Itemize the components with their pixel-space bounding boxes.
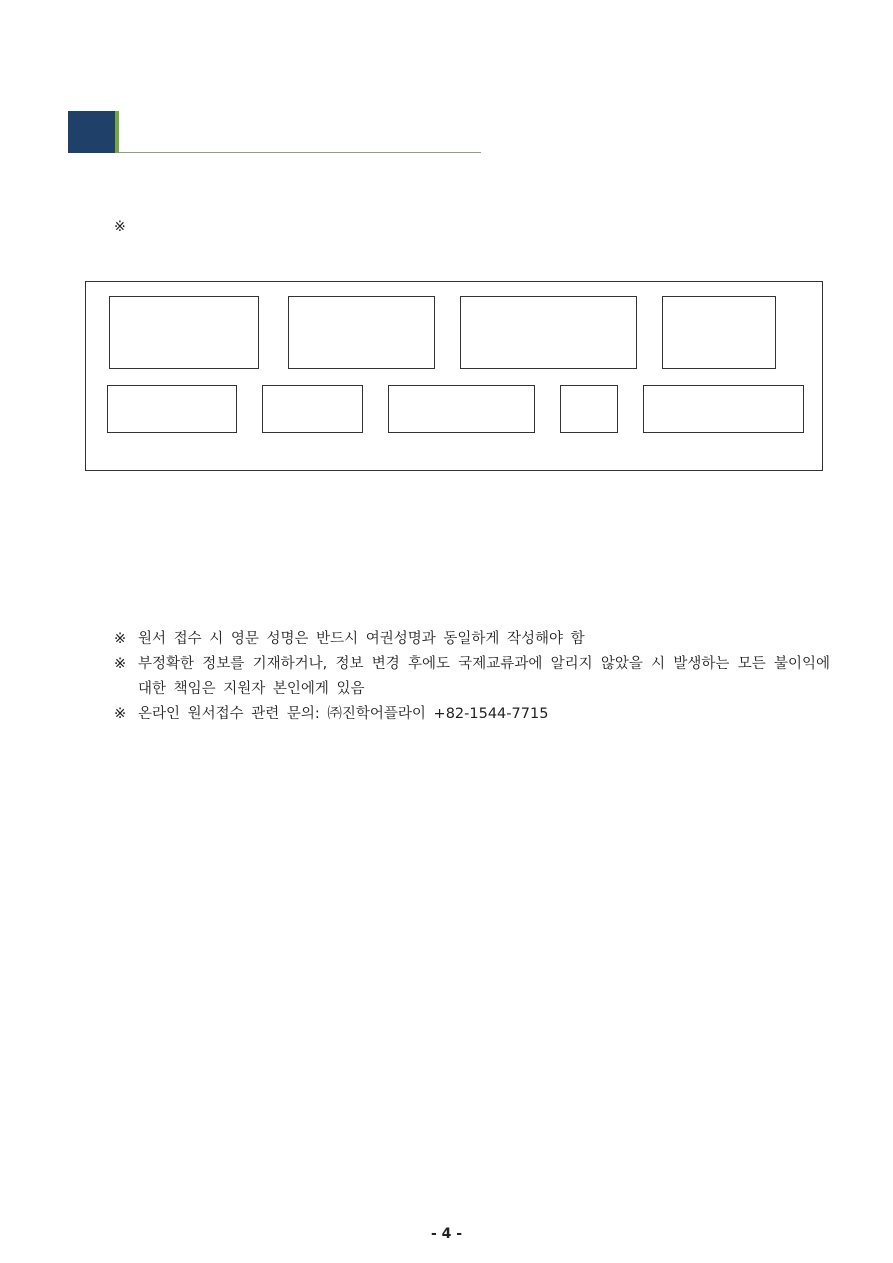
notes-list (114, 627, 830, 727)
note-english-name (114, 627, 830, 652)
note-text: 온라인 원서접수 관련 문의: ㈜진학어플라이 +82-1544-7715 (138, 706, 549, 722)
note-responsibility (114, 652, 830, 702)
diagram-box-9 (643, 385, 804, 433)
diagram-box-8 (560, 385, 618, 433)
diagram-box-2 (288, 296, 435, 369)
section-header-block (68, 111, 115, 153)
reference-mark: ※ (114, 219, 126, 235)
note-mark: ※ (114, 656, 127, 672)
diagram-box-5 (107, 385, 237, 433)
diagram-frame (85, 281, 823, 471)
diagram-box-3 (460, 296, 637, 369)
section-header-accent (115, 111, 119, 153)
section-header-rule (119, 152, 481, 153)
page-number: - 4 - (430, 1226, 463, 1242)
diagram-box-4 (662, 296, 776, 369)
section-header (68, 111, 481, 153)
note-text: 원서 접수 시 영문 성명은 반드시 여권성명과 동일하게 작성해야 함 (138, 631, 585, 647)
note-mark: ※ (114, 631, 127, 647)
diagram-box-1 (109, 296, 259, 369)
note-contact (114, 702, 830, 727)
note-mark: ※ (114, 706, 127, 722)
diagram-box-6 (262, 385, 363, 433)
diagram-box-7 (388, 385, 535, 433)
note-text: 부정확한 정보를 기재하거나, 정보 변경 후에도 국제교류과에 알리지 않았을 시 발생하는 모든 불이익에 대한 책임은 지원자 본인에게 있음 (138, 656, 830, 697)
